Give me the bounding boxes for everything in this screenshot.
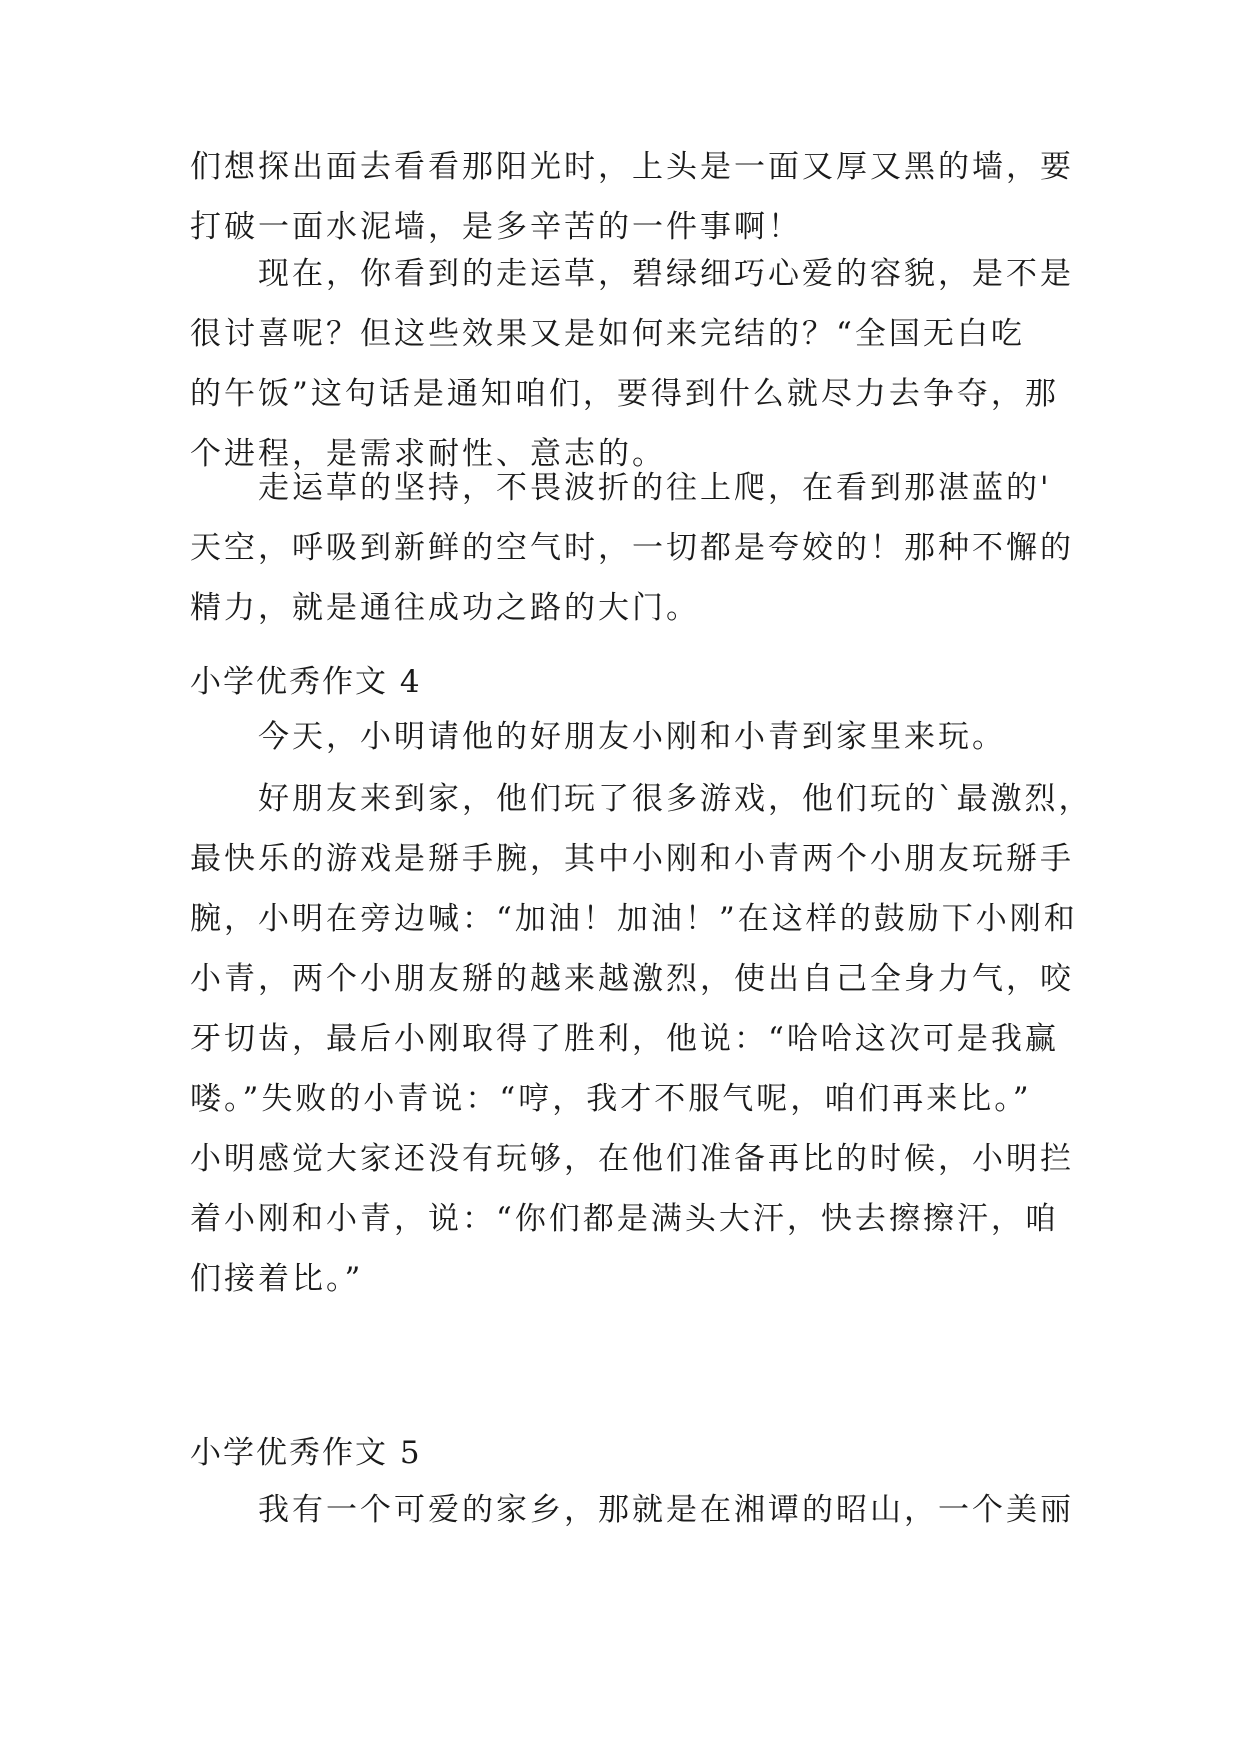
paragraph-line: 小青，两个小朋友掰的越来越激烈，使出自己全身力气，咬 [190,961,1074,997]
paragraph-line: 今天，小明请他的好朋友小刚和小青到家里来玩。 [258,719,1006,755]
paragraph-line: 我有一个可爱的家乡，那就是在湘谭的昭山，一个美丽 [258,1492,1074,1528]
paragraph-line: 腕，小明在旁边喊：“加油！加油！”在这样的鼓励下小刚和 [190,901,1078,937]
paragraph-line: 们想探出面去看看那阳光时，上头是一面又厚又黑的墙，要 [190,149,1074,185]
paragraph-line: 现在，你看到的走运草，碧绿细巧心爱的容貌，是不是 [258,256,1074,292]
paragraph-5 [190,769,1093,1309]
section-heading-4: 小学优秀作文 4 [190,664,422,700]
paragraph-line: 天空，呼吸到新鲜的空气时，一切都是夸姣的！那种不懈的 [190,530,1074,566]
paragraph-line: 打破一面水泥墙，是多辛苦的一件事啊！ [190,209,802,245]
paragraph-line: 很讨喜呢？但这些效果又是如何来完结的？“全国无白吃 [190,316,1025,352]
paragraph-1 [190,137,1074,257]
paragraph-line: 喽。”失败的小青说：“哼，我才不服气呢，咱们再来比。” [190,1081,1032,1117]
paragraph-2 [190,244,1074,484]
paragraph-line: 走运草的坚持，不畏波折的往上爬，在看到那湛蓝的' [258,470,1052,506]
paragraph-line: 好朋友来到家，他们玩了很多游戏，他们玩的`最激烈， [258,781,1093,817]
paragraph-line: 牙切齿，最后小刚取得了胜利，他说：“哈哈这次可是我赢 [190,1021,1059,1057]
paragraph-line: 最快乐的游戏是掰手腕，其中小刚和小青两个小朋友玩掰手 [190,841,1074,877]
paragraph-line: 们接着比。” [190,1261,364,1297]
paragraph-4 [190,707,1070,767]
section-heading-5: 小学优秀作文 5 [190,1435,422,1471]
paragraph-line: 精力，就是通往成功之路的大门。 [190,590,700,626]
paragraph-3 [190,458,1074,638]
paragraph-line: 个进程，是需求耐性、意志的。 [190,436,666,472]
paragraph-line: 着小刚和小青，说：“你们都是满头大汗，快去擦擦汗，咱 [190,1201,1059,1237]
paragraph-6 [190,1480,1074,1540]
paragraph-line: 的午饭”这句话是通知咱们，要得到什么就尽力去争夺，那 [190,376,1059,412]
paragraph-line: 小明感觉大家还没有玩够，在他们准备再比的时候，小明拦 [190,1141,1074,1177]
